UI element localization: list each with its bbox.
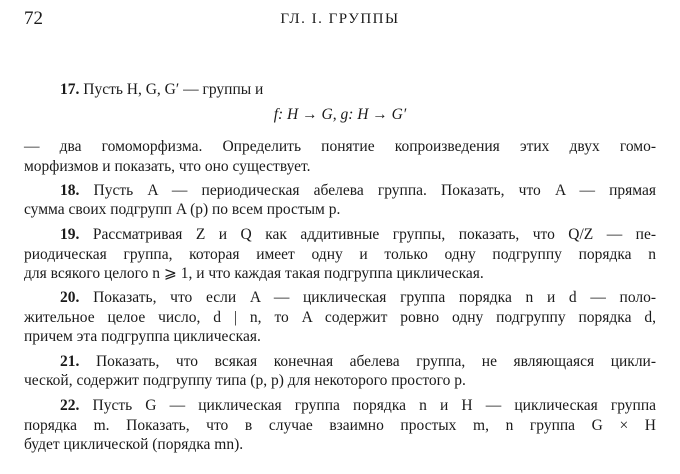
exercise-number: 22.: [60, 397, 80, 414]
exercise-19-line-3: для всякого целого n ⩾ 1, и что каждая такая подгруппа циклическая.: [24, 265, 484, 282]
exercise-number: 21.: [60, 353, 80, 370]
exercise-18-line-2: сумма своих подгрупп A (p) по всем простым p.: [24, 201, 341, 218]
page-number: 72: [24, 8, 43, 29]
exercise-17-line-3: морфизмов и показать, что оно существует.: [24, 158, 311, 175]
exercise-17-line-1: 17. Пусть H, G, G′ — группы и: [60, 81, 264, 98]
exercise-21-line-1: 21. Показать, что всякая конечная абелева группа, не являющаяся цикли-: [60, 353, 657, 370]
exercise-number: 19.: [60, 226, 80, 243]
exercise-21-line-2: ческой, содержит подгруппу типа (p, p) для некоторого простого p.: [24, 372, 466, 389]
exercise-number: 17.: [60, 81, 80, 98]
exercise-22-line-1: 22. Пусть G — циклическая группа порядка n и H — циклическая группа: [60, 397, 656, 414]
exercise-20-line-2: жительное целое число, d | n, то A содержит ровно одну подгруппу порядка d,: [24, 309, 656, 326]
exercise-17-line-2: — два гомоморфизма. Определить понятие копроизведения этих двух гомо-: [24, 138, 656, 155]
exercise-20-line-1: 20. Показать, что если A — циклическая группа порядка n и d — поло-: [60, 289, 657, 306]
exercise-22-line-2: порядка m. Показать, что в случае взаимно простых m, n группа G × H: [24, 417, 656, 434]
exercise-number: 20.: [60, 289, 80, 306]
exercise-19-line-1: 19. Рассматривая Z и Q как аддитивные группы, показать, что Q/Z — пе-: [60, 226, 657, 243]
exercise-17-formula: f: H → G, g: H → G′: [273, 106, 407, 123]
exercise-19-line-2: риодическая группа, которая имеет одну и только одну подгруппу порядка n: [24, 246, 656, 263]
exercise-number: 18.: [60, 182, 80, 199]
exercise-20-line-3: причем эта подгруппа циклическая.: [24, 328, 261, 345]
exercise-18-line-1: 18. Пусть A — периодическая абелева группа. Показать, что A — прямая: [60, 182, 657, 199]
exercise-22-line-3: будет циклической (порядка mn).: [24, 436, 244, 453]
running-head: ГЛ. I. ГРУППЫ: [280, 11, 400, 27]
